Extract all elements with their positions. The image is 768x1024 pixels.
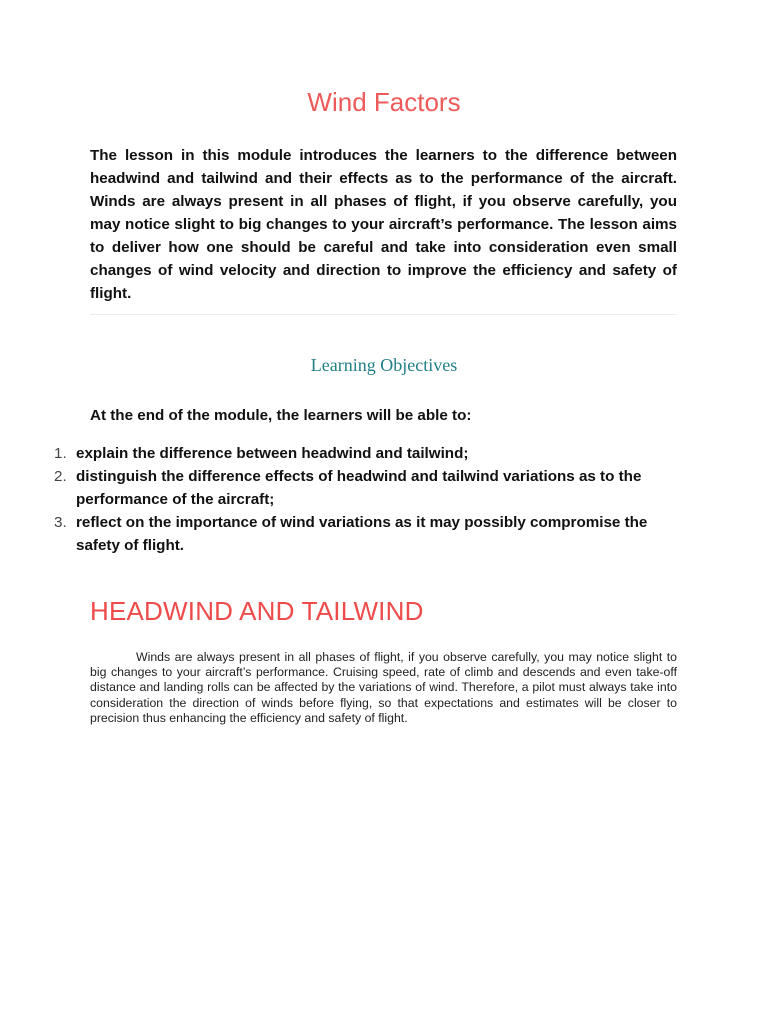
list-item	[54, 442, 694, 465]
learning-objectives-heading: Learning Objectives	[310, 355, 458, 375]
list-item-text: reflect on the importance of wind variations as it may possibly compromise the safety of flight.	[76, 514, 648, 554]
list-number: 2.	[54, 468, 67, 485]
list-item	[54, 465, 694, 511]
divider	[90, 314, 677, 315]
list-item-text: explain the difference between headwind and tailwind;	[76, 445, 469, 462]
intro-paragraph: The lesson in this module introduces the learners to the difference between headwind and tailwind and their effects as to the performance of the aircraft. Winds are always present in all phases of flight, if you observe carefully, you may notice slight to big changes to your aircraft’s performance. The lesson aims to deliver how one should be careful and take into consideration even small changes of wind velocity and direction to improve the efficiency and safety of flight.	[90, 147, 677, 302]
list-number: 3.	[54, 514, 67, 531]
list-item	[54, 511, 694, 557]
objectives-lead: At the end of the module, the learners will be able to:	[90, 407, 472, 424]
objectives-list	[54, 442, 694, 557]
section-body-paragraph: Winds are always present in all phases of flight, if you observe carefully, you may notice slight to big changes to your aircraft’s performance. Cruising speed, rate of climb and descends and even take-off distance and landing rolls can be affected by the variations of wind. Therefore, a pilot must always take into consideration the direction of winds before flying, so that expectations and estimates will be closer to precision thus enhancing the efficiency and safety of flight.	[90, 650, 677, 725]
page-title: Wind Factors	[307, 87, 461, 117]
list-number: 1.	[54, 445, 67, 462]
list-item-text: distinguish the difference effects of headwind and tailwind variations as to the performance of the aircraft;	[76, 468, 642, 508]
headwind-tailwind-heading: HEADWIND AND TAILWIND	[90, 596, 424, 626]
